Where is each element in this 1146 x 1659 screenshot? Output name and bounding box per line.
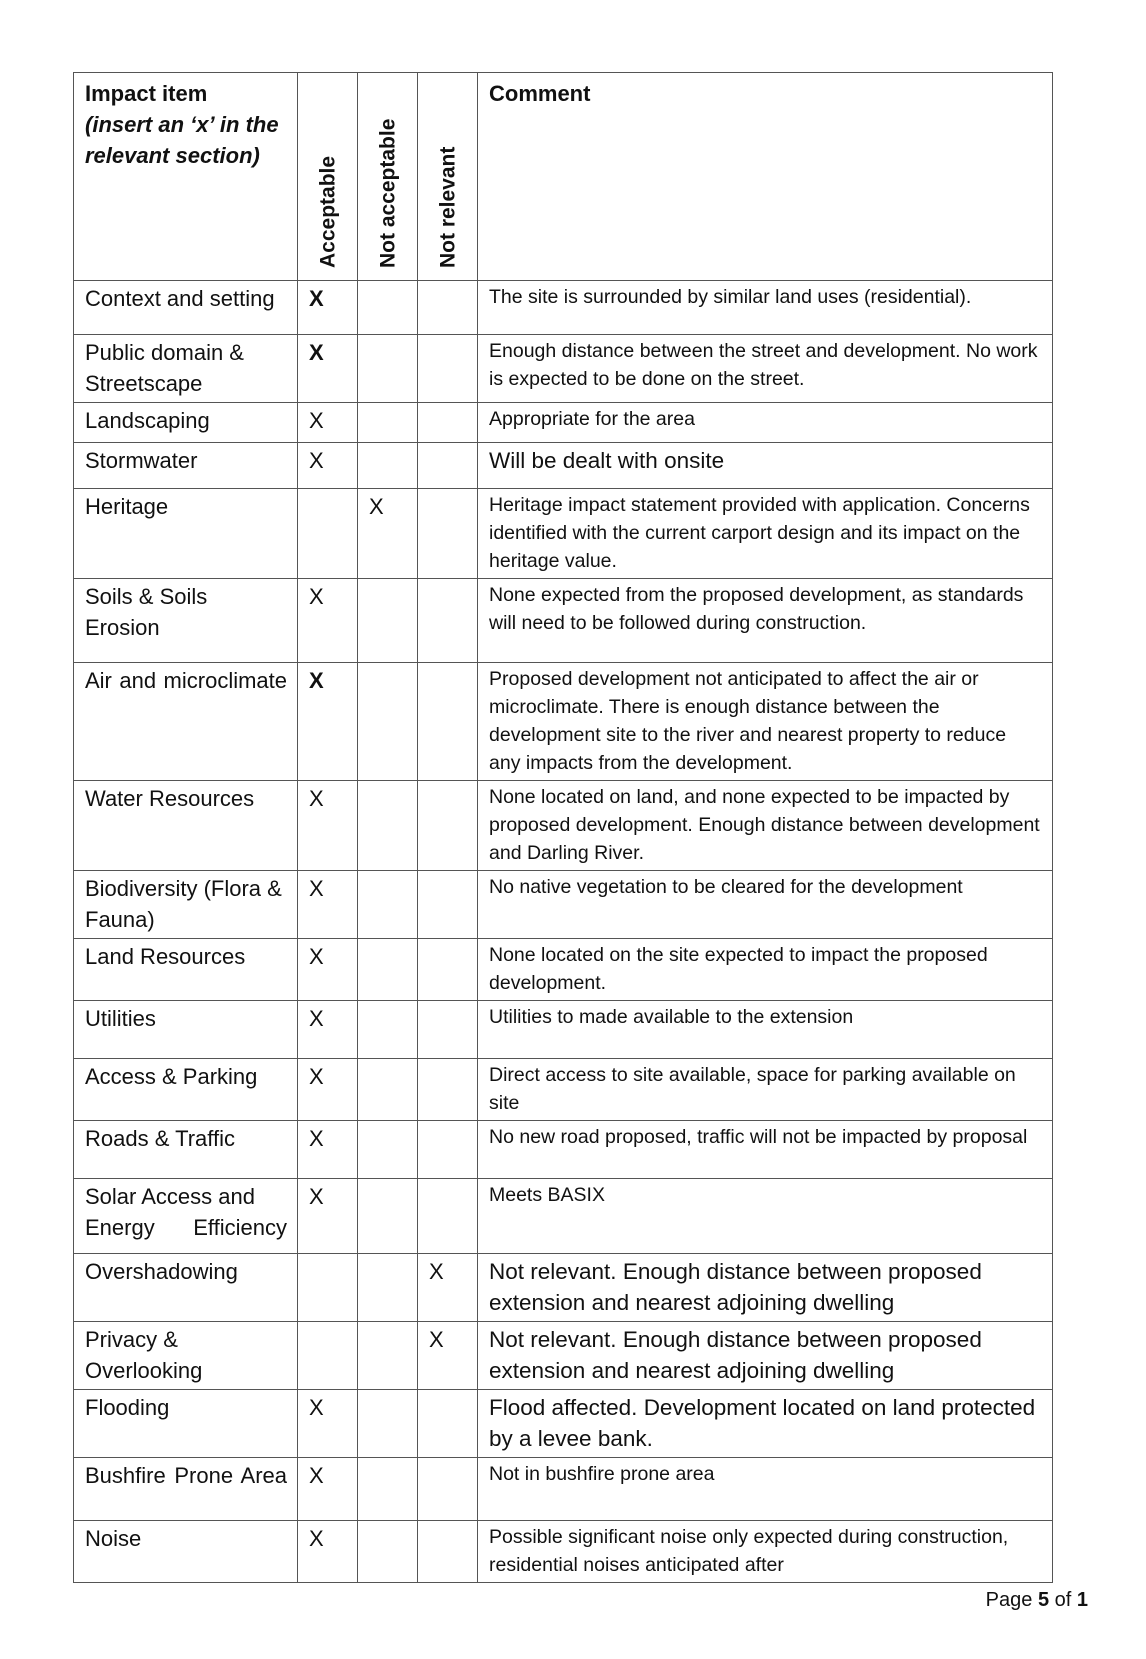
acceptable-mark: X (298, 1001, 358, 1059)
comment-header-label: Comment (489, 81, 591, 106)
table-row (74, 1458, 1053, 1521)
table-row (74, 663, 1053, 781)
not-relevant-mark (418, 1121, 478, 1179)
not-acceptable-mark (358, 871, 418, 939)
not-relevant-mark (418, 781, 478, 871)
comment-cell: Flood affected. Development located on land protected by a levee bank. (478, 1390, 1053, 1458)
comment-cell: Meets BASIX (478, 1179, 1053, 1254)
not-relevant-mark (418, 489, 478, 579)
comment-cell: No new road proposed, traffic will not be impacted by proposal (478, 1121, 1053, 1179)
impact-item: Air and microclimate (74, 663, 298, 781)
not-acceptable-header (358, 73, 418, 281)
acceptable-mark (298, 1322, 358, 1390)
instruction-text-end: ’ in the relevant section) (85, 112, 279, 168)
not-acceptable-mark (358, 443, 418, 489)
table-row (74, 1521, 1053, 1583)
not-acceptable-mark (358, 1254, 418, 1322)
not-relevant-mark (418, 335, 478, 403)
acceptable-mark: X (298, 1179, 358, 1254)
impact-item: Soils & Soils Erosion (74, 579, 298, 663)
impact-item-title: Impact item (85, 81, 208, 106)
not-relevant-mark (418, 443, 478, 489)
page-number (986, 1589, 1088, 1612)
acceptable-mark: X (298, 1458, 358, 1521)
table-row (74, 489, 1053, 579)
acceptable-mark: X (298, 1390, 358, 1458)
comment-cell: No native vegetation to be cleared for the development (478, 871, 1053, 939)
acceptable-header-label: Acceptable (316, 155, 339, 268)
comment-cell: Proposed development not anticipated to affect the air or microclimate. There is enough distance between the development site to the river and nearest property to reduce any impacts from the development. (478, 663, 1053, 781)
impact-item: Noise (74, 1521, 298, 1583)
acceptable-mark: X (298, 1121, 358, 1179)
not-relevant-header (418, 73, 478, 281)
acceptable-mark: X (298, 663, 358, 781)
page-of-label: of (1054, 1589, 1072, 1611)
comment-cell: Appropriate for the area (478, 403, 1053, 443)
comment-cell: None located on the site expected to impact the proposed development. (478, 939, 1053, 1001)
table-row (74, 281, 1053, 335)
comment-cell: Not relevant. Enough distance between proposed extension and nearest adjoining dwelling (478, 1322, 1053, 1390)
instruction-text-start: (insert an ‘ (85, 112, 197, 137)
impact-item: Access & Parking (74, 1059, 298, 1121)
impact-item: Land Resources (74, 939, 298, 1001)
impact-item: Stormwater (74, 443, 298, 489)
acceptable-mark: X (298, 281, 358, 335)
acceptable-mark: X (298, 579, 358, 663)
acceptable-mark (298, 1254, 358, 1322)
page-label: Page (985, 1589, 1033, 1611)
impact-assessment-table (73, 72, 1053, 1583)
not-relevant-mark (418, 403, 478, 443)
impact-item: Privacy & Overlooking (74, 1322, 298, 1390)
not-acceptable-mark (358, 281, 418, 335)
not-acceptable-mark (358, 1001, 418, 1059)
impact-item: Roads & Traffic (74, 1121, 298, 1179)
not-relevant-mark: X (418, 1254, 478, 1322)
comment-cell: Not in bushfire prone area (478, 1458, 1053, 1521)
not-relevant-mark: X (418, 1322, 478, 1390)
not-relevant-mark (418, 1458, 478, 1521)
not-relevant-mark (418, 939, 478, 1001)
not-relevant-mark (418, 1521, 478, 1583)
impact-item-instruction (85, 109, 287, 171)
table-header-row (74, 73, 1053, 281)
comment-cell: Possible significant noise only expected during construction, residential noises anticipated after (478, 1521, 1053, 1583)
table-row (74, 1390, 1053, 1458)
not-relevant-mark (418, 1390, 478, 1458)
acceptable-mark: X (298, 335, 358, 403)
table-row (74, 1059, 1053, 1121)
comment-cell: Not relevant. Enough distance between proposed extension and nearest adjoining dwelling (478, 1254, 1053, 1322)
table-row (74, 871, 1053, 939)
comment-cell: None expected from the proposed development, as standards will need to be followed during construction. (478, 579, 1053, 663)
acceptable-mark: X (298, 1521, 358, 1583)
acceptable-mark: X (298, 443, 358, 489)
table-row (74, 939, 1053, 1001)
comment-cell: Heritage impact statement provided with application. Concerns identified with the current carport design and its impact on the heritage value. (478, 489, 1053, 579)
not-acceptable-header-label: Not acceptable (376, 118, 399, 268)
not-acceptable-mark (358, 1521, 418, 1583)
table-row (74, 579, 1053, 663)
not-acceptable-mark (358, 335, 418, 403)
acceptable-mark: X (298, 939, 358, 1001)
table-row (74, 1121, 1053, 1179)
impact-item: Overshadowing (74, 1254, 298, 1322)
comment-cell: The site is surrounded by similar land uses (residential). (478, 281, 1053, 335)
acceptable-mark: X (298, 871, 358, 939)
comment-cell: Will be dealt with onsite (478, 443, 1053, 489)
acceptable-mark: X (298, 403, 358, 443)
comment-cell: Utilities to made available to the extension (478, 1001, 1053, 1059)
comment-cell: Direct access to site available, space for parking available on site (478, 1059, 1053, 1121)
impact-item: Public domain & Streetscape (74, 335, 298, 403)
impact-item: Biodiversity (Flora & Fauna) (74, 871, 298, 939)
table-row (74, 1254, 1053, 1322)
page-total: 1 (1076, 1589, 1088, 1611)
table-row (74, 335, 1053, 403)
not-relevant-header-label: Not relevant (436, 146, 459, 268)
impact-item: Bushfire Prone Area (74, 1458, 298, 1521)
impact-item: Flooding (74, 1390, 298, 1458)
not-relevant-mark (418, 1001, 478, 1059)
table-row (74, 1322, 1053, 1390)
impact-item-header (74, 73, 298, 281)
not-acceptable-mark (358, 579, 418, 663)
not-acceptable-mark: X (358, 489, 418, 579)
table-row (74, 1179, 1053, 1254)
acceptable-header (298, 73, 358, 281)
impact-item: Landscaping (74, 403, 298, 443)
not-relevant-mark (418, 1179, 478, 1254)
impact-item: Water Resources (74, 781, 298, 871)
comment-cell: None located on land, and none expected to be impacted by proposed development. Enough distance between development and Darling River. (478, 781, 1053, 871)
instruction-x: x (196, 112, 209, 137)
not-acceptable-mark (358, 403, 418, 443)
acceptable-mark (298, 489, 358, 579)
impact-item: Utilities (74, 1001, 298, 1059)
not-relevant-mark (418, 579, 478, 663)
impact-item: Context and setting (74, 281, 298, 335)
table-row (74, 403, 1053, 443)
not-acceptable-mark (358, 1059, 418, 1121)
not-acceptable-mark (358, 1458, 418, 1521)
page-current: 5 (1037, 1589, 1050, 1611)
table-row (74, 443, 1053, 489)
not-acceptable-mark (358, 781, 418, 871)
acceptable-mark: X (298, 1059, 358, 1121)
impact-item: Heritage (74, 489, 298, 579)
comment-cell: Enough distance between the street and development. No work is expected to be done on the street. (478, 335, 1053, 403)
not-acceptable-mark (358, 1322, 418, 1390)
table-row (74, 781, 1053, 871)
not-acceptable-mark (358, 939, 418, 1001)
not-acceptable-mark (358, 663, 418, 781)
not-relevant-mark (418, 663, 478, 781)
comment-header (478, 73, 1053, 281)
not-acceptable-mark (358, 1390, 418, 1458)
not-relevant-mark (418, 281, 478, 335)
not-acceptable-mark (358, 1121, 418, 1179)
not-relevant-mark (418, 871, 478, 939)
acceptable-mark: X (298, 781, 358, 871)
impact-item: Solar Access and Energy Efficiency (74, 1179, 298, 1254)
not-acceptable-mark (358, 1179, 418, 1254)
table-row (74, 1001, 1053, 1059)
not-relevant-mark (418, 1059, 478, 1121)
